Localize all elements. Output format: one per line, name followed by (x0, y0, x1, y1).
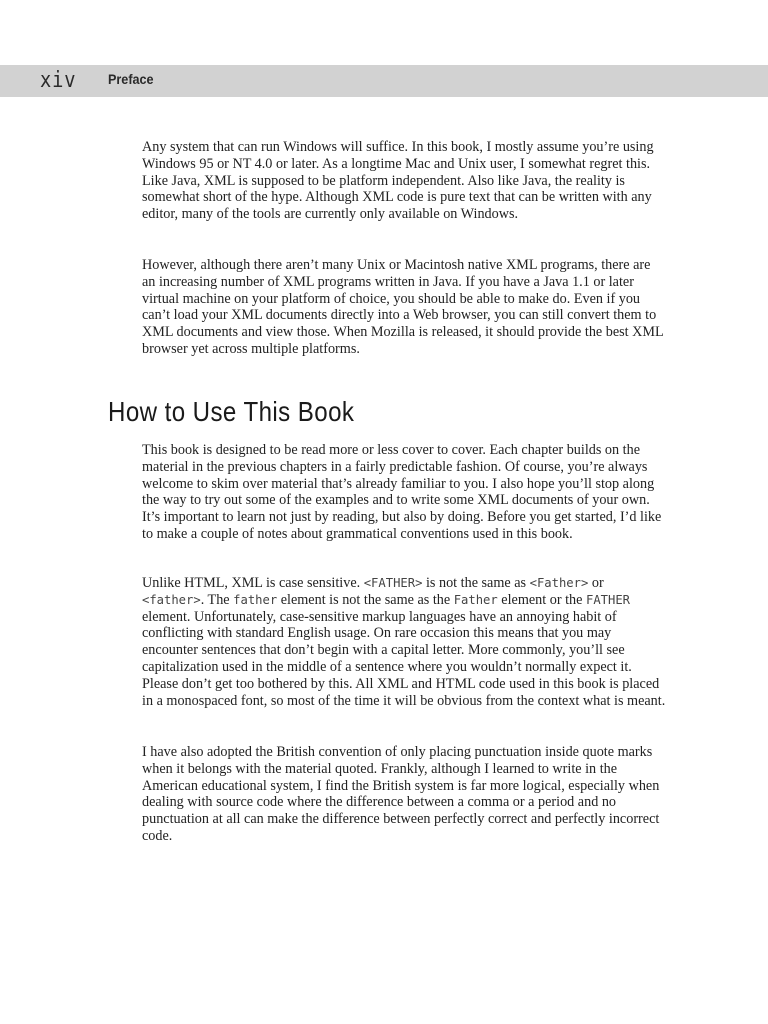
paragraph-platform-java: However, although there aren’t many Unix or Macintosh native XML programs, there are an increasing number of XML programs written in Java. If you have a Java 1.1 or later virtual machine on your platform of choice, you should be able to make do. Even if you can’t load your XML documents directly into a Web browser, you can still convert them to XML documents and view those. When Mozilla is released, it should provide the best XML browser yet across multiple platforms. (142, 257, 664, 357)
case-text-7: element. Unfortunately, case-sensitive markup languages have an annoying habit of conflicting with standard English usage. On rare occasion this means that you may encounter sentences that don’t begin with a capital letter. More commonly, you’ll see capitalization used in the middle of a sentence where you wouldn’t normally expect it. Please don’t get too bothered by this. All XML and HTML code used in this book is placed in a monospaced font, so most of the time it will be obvious from the context what is meant. (142, 608, 666, 709)
code-father-upper: <FATHER> (363, 576, 423, 590)
case-text-2: is not the same as (422, 575, 530, 591)
case-text-6: element or the (497, 591, 586, 608)
page-number: xiv (40, 68, 77, 93)
case-text-5: element is not the same as the (277, 591, 454, 608)
case-text-3: or (588, 575, 604, 591)
paragraph-case-sensitivity (142, 575, 666, 709)
paragraph-reading-order: This book is designed to be read more or less cover to cover. Each chapter builds on the material in the previous chapters in a fairly predictable fashion. Of course, you’re always welcome to skim over material that’s already familiar to you. I also hope you’ll stop along the way to try out some of the examples and to write some XML documents of your own. It’s important to learn not just by reading, but also by doing. Before you get started, I’d like to make a couple of notes about grammatical conventions used in this book. (142, 442, 662, 542)
case-text-1: Unlike HTML, XML is case sensitive. (142, 575, 364, 591)
code-father-element-upper: FATHER (585, 592, 631, 607)
code-father-element-lower: father (233, 592, 278, 607)
case-text-4: . The (200, 591, 234, 608)
code-father-title: <Father> (529, 576, 589, 590)
section-heading: How to Use This Book (108, 396, 355, 427)
paragraph-punctuation-convention: I have also adopted the British convention of only placing punctuation inside quote marks when it belongs with the material quoted. Frankly, although I learned to write in the American educational system, I find the British system is far more logical, especially when dealing with source code where the difference between a comma or a period and no punctuation at all can make the difference between perfectly correct and perfectly incorrect code. (142, 744, 660, 844)
running-head: Preface (108, 71, 154, 87)
paragraph-platform-windows: Any system that can run Windows will suffice. In this book, I mostly assume you’re using Windows 95 or NT 4.0 or later. As a longtime Mac and Unix user, I somewhat regret this. Like Java, XML is supposed to be platform independent. Also like Java, the reality is somewhat short of the hype. Although XML code is pure text that can be written with any editor, many of the tools are currently only available on Windows. (142, 139, 654, 223)
code-father-lower: <father> (142, 592, 201, 607)
code-father-element-title: Father (453, 592, 498, 607)
running-header (0, 65, 768, 97)
